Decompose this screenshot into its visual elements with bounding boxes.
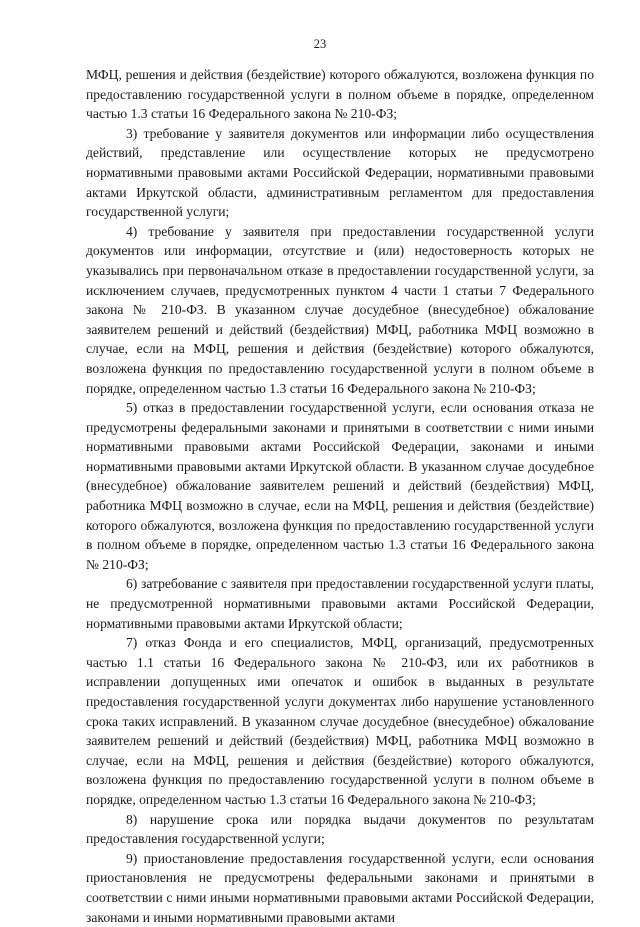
paragraph-item-4: 4) требование у заявителя при предоставлении государственной услуги документов или информации, отсутствие и (или) недостоверность которых не указывались при первоначальном отказе в предоставлении государственной услуги, за исключением случаев, предусмотренных пунктом 4 части 1 статьи 7 Федерального закона № 210-ФЗ. В указанном случае досудебное (внесудебное) обжалование заявителем решений и действий (бездействия) МФЦ, работника МФЦ возможно в случае, если на МФЦ, решения и действия (бездействие) которого обжалуются, возложена функция по предоставлению государственной услуги в полном объеме в порядке, определенном частью 1.3 статьи 16 Федерального закона № 210-ФЗ; xyxy=(86,223,594,396)
paragraph-item-5: 5) отказ в предоставлении государственной услуги, если основания отказа не предусмотрены федеральными законами и принятыми в соответствии с ними иными нормативными правовыми актами Российской Федерации, законами и иными нормативными правовыми актами Иркутской области. В указанном случае досудебное (внесудебное) обжалование заявителем решений и действий (бездействия) МФЦ, работника МФЦ возможно в случае, если на МФЦ, решения и действия (бездействие) которого обжалуются, возложена функция по предоставлению государственной услуги в полном объеме в порядке, определенном частью 1.3 статьи 16 Федерального закона № 210-ФЗ; xyxy=(86,400,594,572)
paragraph-item-8: 8) нарушение срока или порядка выдачи документов по результатам предоставления государственной услуги; xyxy=(86,811,594,847)
paragraph-continuation: МФЦ, решения и действия (бездействие) которого обжалуются, возложена функция по предоставлению государственной услуги в полном объеме в порядке, определенном частью 1.3 статьи 16 Федерального закона № 210-ФЗ; xyxy=(86,67,594,122)
paragraph-item-9: 9) приостановление предоставления государственной услуги, если основания приостановления не предусмотрены федеральными законами и принятыми в соответствии с ними иными нормативными правовыми актами Российской Федерации, законами и иными нормативными правовыми актами xyxy=(86,850,594,925)
page-number: 23 xyxy=(313,37,327,51)
paragraph-item-7: 7) отказ Фонда и его специалистов, МФЦ, организаций, предусмотренных частью 1.1 статьи 16 Федерального закона № 210-ФЗ, или их работников в исправлении допущенных ими опечаток и ошибок в выданных в результате предоставления государственной услуги документах либо нарушение установленного срока таких исправлений. В указанном случае досудебное (внесудебное) обжалование заявителем решений и действий (бездействия) МФЦ, работника МФЦ возможно в случае, если на МФЦ, решения и действия (бездействие) которого обжалуются, возложена функция по предоставлению государственной услуги в полном объеме в порядке, определенном частью 1.3 статьи 16 Федерального закона № 210-ФЗ; xyxy=(86,635,594,807)
document-body xyxy=(86,65,594,927)
paragraph-item-6: 6) затребование с заявителя при предоставлении государственной услуги платы, не предусмотренной нормативными правовыми актами Российской Федерации, нормативными правовыми актами Иркутской области; xyxy=(86,576,594,631)
paragraph-item-3: 3) требование у заявителя документов или информации либо осуществления действий, представление или осуществление которых не предусмотрено нормативными правовыми актами Российской Федерации, нормативными правовыми актами Иркутской области, административным регламентом для предоставления государственной услуги; xyxy=(86,125,594,220)
